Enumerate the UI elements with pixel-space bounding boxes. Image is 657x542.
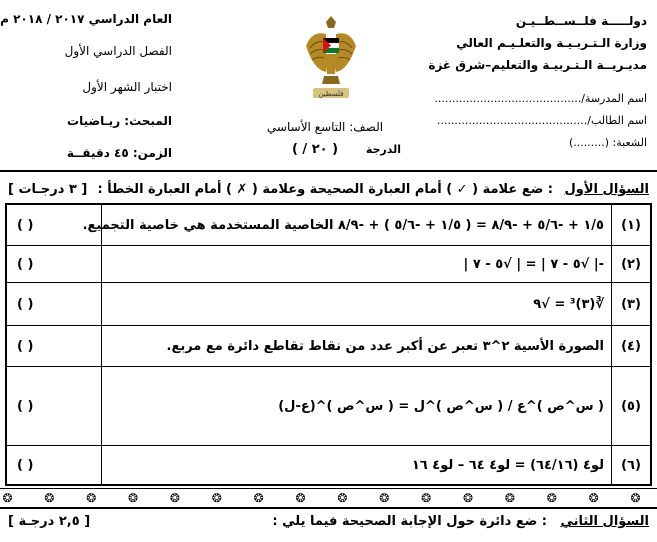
question-1-instruction: : ضع علامة ( ✓ ) أمام العبارة الصحيحة وعلامة ( ✗ ) أمام العبارة الخطأ : xyxy=(97,182,553,197)
question-1-title: السؤال الأول xyxy=(564,182,649,197)
table-row xyxy=(7,367,650,446)
table-row xyxy=(7,205,650,246)
answer-box[interactable]: ( ) xyxy=(7,326,102,366)
item-number: (٥) xyxy=(611,367,650,445)
table-row xyxy=(7,446,650,484)
emblem-caption: فلسطين xyxy=(318,90,344,98)
item-statement: ١/٥ + -٥/٦ + -٨/٩ = ( ١/٥ + -٥/٦ ) + -٨/٩ الخاصية المستخدمة هي خاصية التجميع. xyxy=(82,217,604,233)
semester: الفصل الدراسي الأول xyxy=(64,44,172,58)
decorative-divider: ❂ ❂ ❂ ❂ ❂ ❂ ❂ ❂ ❂ ❂ ❂ ❂ ❂ ❂ ❂ ❂ xyxy=(2,491,655,505)
score-label: الدرجة xyxy=(365,143,401,156)
palestine-eagle-emblem-icon xyxy=(302,12,360,108)
question-2-instruction: : ضع دائرة حول الإجابة الصحيحة فيما يلي : xyxy=(272,514,547,529)
question-2-header xyxy=(0,510,657,534)
answer-box[interactable]: ( ) xyxy=(7,367,102,445)
item-number: (٤) xyxy=(611,326,650,366)
ministry-name: وزارة الـتـربـيـة والتعلـيـم العالي xyxy=(456,36,647,50)
subject: المبحث: ريـاضيات xyxy=(67,114,172,128)
true-false-table xyxy=(5,203,652,486)
item-statement: لو٤ (٦٤/١٦) = لو٤ ٦٤ – لو٤ ١٦ xyxy=(411,457,604,473)
directorate-name: مديـريــة الـتـربيـة والتعليم–شرق غزة xyxy=(428,58,647,72)
item-statement: ( س^ص )^ع / ( س^ص )^ل = ( س^ص )^(ع-ل) xyxy=(278,398,604,414)
item-statement: ∛(٣)³ = √٩ xyxy=(533,296,604,312)
question-2-title: السؤال الثاني xyxy=(560,514,649,529)
table-bottom-rule xyxy=(0,488,657,489)
score-value: ( / ٢٠ ) xyxy=(291,142,339,157)
item-number: (٦) xyxy=(611,446,650,484)
answer-box[interactable]: ( ) xyxy=(7,246,102,282)
question-1-marks: [ ٣ درجـات ] xyxy=(8,182,88,197)
item-statement: الصورة الأسية ٢^٣ تعبر عن أكبر عدد من نقاط تقاطع دائرة مع مربع. xyxy=(166,338,604,354)
answer-box[interactable]: ( ) xyxy=(7,205,102,245)
answer-box[interactable]: ( ) xyxy=(7,446,102,484)
exam-name: اختبار الشهر الأول xyxy=(82,80,172,94)
academic-year: العام الدراسي ٢٠١٧ / ٢٠١٨ م xyxy=(0,12,172,26)
item-number: (٣) xyxy=(611,283,650,325)
student-field: اسم الطالب/........................................... xyxy=(436,114,647,127)
header-divider xyxy=(0,170,657,172)
answer-box[interactable]: ( ) xyxy=(7,283,102,325)
table-row xyxy=(7,246,650,283)
school-field: اسم المدرسة/.......................................... xyxy=(434,92,647,105)
item-statement: -| √٥ - ٧ | = | √٥ - ٧ | xyxy=(463,256,604,272)
section-divider xyxy=(0,507,657,509)
country-name: دولـــــة فلــســطــيـن xyxy=(515,14,647,28)
table-row xyxy=(7,283,650,326)
exam-time: الزمن: ٤٥ دقيقــة xyxy=(66,146,172,160)
exam-header xyxy=(0,0,657,172)
question-1-header xyxy=(0,179,657,201)
item-number: (١) xyxy=(611,205,650,245)
section-field: الشعبة: (.........) xyxy=(569,136,647,149)
item-number: (٢) xyxy=(611,246,650,282)
table-row xyxy=(7,326,650,367)
grade: الصف: التاسع الأساسي xyxy=(266,120,384,134)
question-2-marks: [ ٢,٥ درجـة ] xyxy=(8,514,91,529)
